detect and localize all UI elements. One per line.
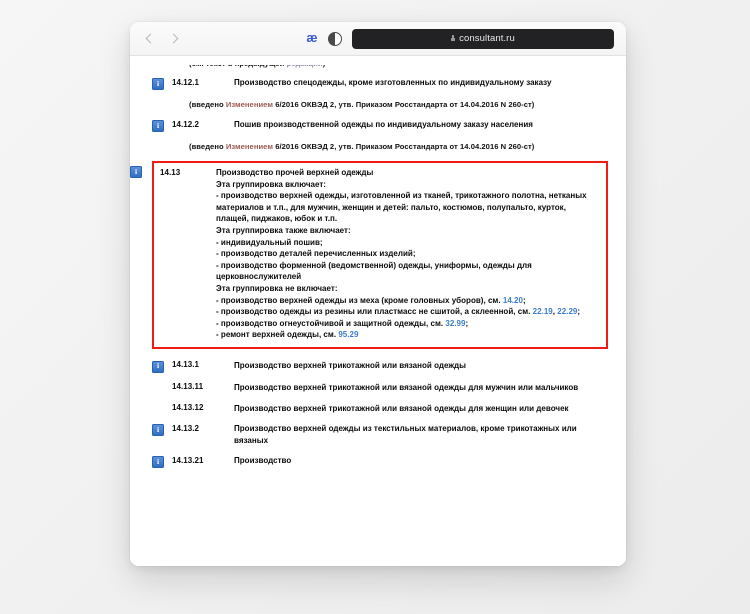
browser-toolbar xyxy=(130,22,626,56)
info-icon[interactable] xyxy=(152,361,164,373)
amendment-note xyxy=(189,141,608,152)
address-bar-url: consultant.ru xyxy=(459,33,515,44)
amendment-note xyxy=(189,99,608,110)
address-bar[interactable] xyxy=(352,29,614,49)
code-reference-link[interactable]: 95.29 xyxy=(338,330,359,340)
entry-code: 14.13.1 xyxy=(172,360,200,370)
info-icon[interactable] xyxy=(152,424,164,436)
info-icon[interactable] xyxy=(152,78,164,90)
chevron-left-icon[interactable] xyxy=(144,33,156,45)
entry-code: 14.12.2 xyxy=(172,119,200,129)
excludes-item-text: - ремонт верхней одежды, см. xyxy=(216,330,339,340)
amendment-link[interactable]: Изменением xyxy=(225,142,274,151)
entry-title: Производство верхней трикотажной или вязаной одежды для мужчин или мальчиков xyxy=(234,382,579,392)
excludes-item-sep: , xyxy=(552,307,558,317)
also-includes-item: - индивидуальный пошив; xyxy=(216,237,323,247)
row-icon-cell xyxy=(152,360,172,373)
table-row[interactable] xyxy=(152,423,608,446)
table-row[interactable] xyxy=(152,403,608,415)
amendment-prefix: (введено xyxy=(189,142,226,151)
excludes-item xyxy=(216,318,600,330)
also-includes-header: Эта группировка также включает: xyxy=(216,225,351,235)
entry-title: Производство прочей верхней одежды xyxy=(216,168,374,177)
entry-title: Производство верхней трикотажной или вязаной одежды xyxy=(234,360,466,370)
amendment-suffix: 6/2016 ОКВЭД 2, утв. Приказом Росстандарта от 14.04.2016 N 260-ст) xyxy=(273,142,535,151)
excludes-item-tail: ; xyxy=(465,318,469,328)
entry-code: 14.12.1 xyxy=(172,77,200,87)
info-icon[interactable] xyxy=(130,166,142,178)
excludes-item-text: - производство верхней одежды из меха (кроме головных уборов), см. xyxy=(216,295,503,305)
entry-title: Пошив производственной одежды по индивидуальному заказу населения xyxy=(234,120,533,129)
lock-icon xyxy=(451,35,455,41)
row-icon-cell xyxy=(152,382,172,383)
excludes-item-tail: ; xyxy=(522,295,526,305)
chevron-right-icon[interactable] xyxy=(168,33,180,45)
info-icon[interactable] xyxy=(152,120,164,132)
entry-code: 14.13.21 xyxy=(172,455,204,465)
entry-title: Производство верхней трикотажной или вязаной одежды для женщин или девочек xyxy=(234,403,569,413)
entry-title: Производство спецодежды, кроме изготовленных по индивидуальному заказу xyxy=(234,78,552,87)
amendment-link[interactable]: Изменением xyxy=(225,100,274,109)
contrast-icon[interactable] xyxy=(328,32,342,46)
row-icon-cell xyxy=(152,403,172,404)
amendment-suffix: 6/2016 ОКВЭД 2, утв. Приказом Росстандарта от 14.04.2016 N 260-ст) xyxy=(273,100,535,109)
includes-item: - производство верхней одежды, изготовленной из тканей, трикотажного полотна, нетканых материалов и т.п., для мужчин, женщин и детей: пальто, костюмов, полупальто, курток, плащей, пиджаков, юбок и т.п. xyxy=(216,191,587,224)
navigation-buttons xyxy=(144,33,180,45)
excludes-item-text: - производство одежды из резины или пластмасс не сшитой, а склеенной, см. xyxy=(216,307,533,317)
table-row[interactable] xyxy=(152,77,608,90)
excludes-item xyxy=(216,329,600,341)
highlighted-entry-wrapper xyxy=(152,161,608,349)
reader-text-size-icon[interactable]: æ xyxy=(306,31,317,46)
table-row[interactable] xyxy=(152,455,608,468)
row-icon-cell xyxy=(152,119,172,132)
browser-window xyxy=(130,22,626,566)
entry-body xyxy=(216,167,600,341)
also-includes-item: - производство деталей перечисленных изделий; xyxy=(216,249,416,259)
excludes-item xyxy=(216,295,600,307)
table-row[interactable] xyxy=(152,119,608,132)
includes-header: Эта группировка включает: xyxy=(216,179,326,189)
entry-code: 14.13.2 xyxy=(172,423,200,433)
highlight-annotation-box xyxy=(152,161,608,349)
info-icon[interactable] xyxy=(152,456,164,468)
page-viewport xyxy=(130,56,626,566)
row-icon-cell xyxy=(152,423,172,436)
code-reference-link[interactable]: 22.29 xyxy=(557,307,578,317)
excludes-header: Эта группировка не включает: xyxy=(216,283,338,293)
also-includes-item: - производство форменной (ведомственной) одежды, униформы, одежды для церковнослужителей xyxy=(216,260,532,282)
content-bottom-fade xyxy=(130,532,626,566)
code-reference-link[interactable]: 14.20 xyxy=(502,295,523,305)
content-top-mask xyxy=(130,56,626,65)
code-reference-link[interactable]: 22.19 xyxy=(532,307,553,317)
table-row[interactable] xyxy=(152,360,608,373)
row-icon-cell xyxy=(152,455,172,468)
entry-title: Производство xyxy=(234,456,292,466)
document-content xyxy=(130,56,626,468)
code-reference-link[interactable]: 32.99 xyxy=(445,318,466,328)
excludes-item xyxy=(216,306,600,318)
amendment-prefix: (введено xyxy=(189,100,226,109)
excludes-item-tail: ; xyxy=(577,307,581,317)
entry-title: Производство верхней одежды из текстильных материалов, кроме трикотажных или вязаных xyxy=(234,424,577,445)
table-row[interactable] xyxy=(152,382,608,394)
entry-code: 14.13 xyxy=(160,167,181,177)
entry-code: 14.13.12 xyxy=(172,403,204,412)
row-icon-cell xyxy=(152,77,172,90)
excludes-item-text: - производство огнеустойчивой и защитной одежды, см. xyxy=(216,318,446,328)
entry-code: 14.13.11 xyxy=(172,382,204,392)
